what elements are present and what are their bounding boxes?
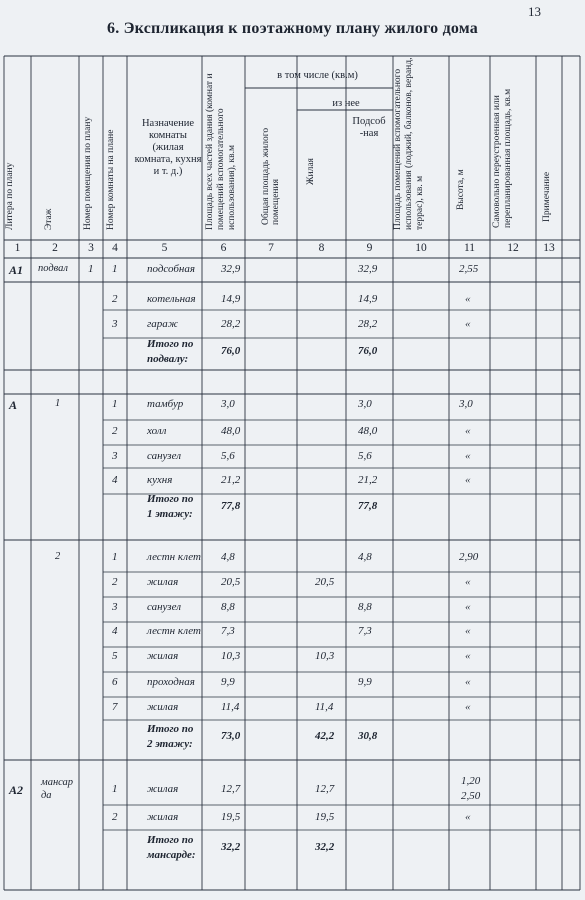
column-number: 12 [507,242,519,254]
page-number: 13 [528,4,541,19]
cell-height: « [465,676,471,688]
cell-height: « [465,576,471,588]
cell-living-area: 20,5 [315,576,335,588]
cell-area: 3,0 [221,398,235,410]
cell-room-number: 4 [112,474,118,486]
column-number: 7 [268,242,274,254]
cell-room-purpose: холл [147,425,167,437]
cell-room-purpose: котельная [147,293,196,305]
cell-subtotal-label: подвалу: [147,353,189,365]
cell-subtotal-label: Итого по [147,723,194,735]
cell-subtotal-label: Итого по [147,338,194,350]
cell-subtotal-label: Итого по [147,493,194,505]
column-number: 10 [415,242,427,254]
cell-room-number: 3 [112,318,118,330]
cell-living-area: 11,4 [315,701,334,713]
cell-height: 2,50 [461,790,481,802]
cell-room-purpose: тамбур [147,398,184,410]
cell-auxiliary-area: 28,2 [358,318,378,330]
cell-room-purpose: жилая [147,576,179,588]
cell-room-number: 2 [112,425,118,437]
column-number: 9 [366,242,373,254]
header-room-number: Номер комнаты на плане [106,129,116,230]
cell-area: 73,0 [221,730,241,742]
cell-height: « [465,811,471,823]
cell-height: « [465,425,471,437]
cell-room-purpose: жилая [147,701,179,713]
cell-height: « [465,450,471,462]
cell-auxiliary-area: 14,9 [358,293,378,305]
cell-floor: подвал [38,263,68,274]
cell-living-area: 19,5 [315,811,335,823]
cell-area: 9,9 [221,676,235,688]
cell-auxiliary-area: 4,8 [358,551,372,563]
cell-auxiliary-area: 7,3 [358,625,372,637]
cell-subtotal-label: мансарде: [147,849,196,861]
cell-area: 21,2 [221,474,241,486]
cell-room-number: 2 [112,811,118,823]
column-number: 13 [543,242,555,254]
cell-area: 77,8 [221,500,241,512]
header-note: Примечание [542,171,552,222]
page-title: 6. Экспликация к поэтажному плану жилого дома [107,20,478,37]
header-unauthorized-area: Самовольно переустроенная или перепланированная площадь, кв.м [492,88,513,228]
cell-auxiliary-area: 9,9 [358,676,372,688]
header-premises-number: Номер помещения по плану [83,116,93,230]
header-auxiliary: Подсоб -ная [352,116,386,140]
cell-height: « [465,474,471,486]
cell-room-number: 4 [112,625,118,637]
cell-area: 14,9 [221,293,241,305]
cell-auxiliary-area: 48,0 [358,425,378,437]
column-number: 2 [52,242,58,254]
cell-auxiliary-area: 32,9 [358,263,378,275]
cell-room-purpose: санузел [147,601,181,613]
cell-room-number: 2 [112,293,118,305]
cell-living-area: 32,2 [315,841,335,853]
cell-room-number: 1 [112,263,118,275]
cell-area: 12,7 [221,783,241,795]
cell-area: 10,3 [221,650,241,662]
column-number: 1 [14,242,21,254]
column-number: 3 [88,242,94,254]
header-group-total: в том числе (кв.м) [277,70,358,81]
cell-room-purpose: лестн клет [147,551,201,563]
cell-height: 2,55 [459,263,479,275]
cell-room-purpose: жилая [147,811,179,823]
cell-floor: 1 [55,398,61,409]
cell-area: 28,2 [221,318,241,330]
cell-litera: А1 [9,263,24,277]
cell-room-purpose: санузел [147,450,181,462]
cell-auxiliary-area: 77,8 [358,500,378,512]
cell-room-purpose: жилая [147,650,179,662]
header-total-area: Площадь всех частей здания (комнат и помещений вспомогательного использования), кв.м [205,73,237,230]
cell-area: 19,5 [221,811,241,823]
cell-area: 48,0 [221,425,241,437]
cell-room-number: 1 [112,783,118,795]
cell-room-number: 5 [112,650,118,662]
cell-height: 1,20 [461,775,481,787]
cell-auxiliary-area: 21,2 [358,474,378,486]
cell-living-area: 10,3 [315,650,335,662]
cell-auxiliary-area: 76,0 [358,345,378,357]
cell-room-number: 6 [112,676,118,688]
cell-area: 76,0 [221,345,241,357]
header-floor: Этаж [44,208,54,230]
cell-subtotal-label: 2 этажу: [147,738,193,750]
cell-room-purpose: гараж [147,318,179,330]
cell-living-area: 12,7 [315,783,335,795]
cell-room-number: 3 [112,450,118,462]
cell-area: 32,9 [221,263,241,275]
cell-height: 3,0 [459,398,473,410]
cell-auxiliary-area: 3,0 [358,398,372,410]
cell-litera: А2 [9,783,24,797]
cell-room-number: 2 [112,576,118,588]
cell-living-area: 42,2 [315,730,335,742]
column-number: 8 [318,242,325,254]
header-living: Жилая [306,158,316,185]
cell-subtotal-label: 1 этажу: [147,508,193,520]
cell-height: « [465,650,471,662]
header-group-of: из нее [332,98,360,109]
cell-height: « [465,601,471,613]
cell-auxiliary-area: 5,6 [358,450,372,462]
header-purpose: Назначение комнаты (жилая комната, кухня и т. д.) [134,118,202,178]
cell-room-number: 1 [112,398,118,410]
cell-room-purpose: лестн клет [147,625,201,637]
cell-room-purpose: проходная [147,676,195,688]
cell-room-purpose: кухня [147,474,173,486]
cell-room-number: 3 [112,601,118,613]
cell-floor: да [41,790,52,801]
header-litera: Литера по плану [5,162,15,230]
column-number: 4 [112,242,118,254]
cell-area: 32,2 [221,841,241,853]
cell-area: 8,8 [221,601,235,613]
cell-floor: мансар [41,777,74,788]
cell-height: « [465,318,471,330]
header-height: Высота, м [456,169,466,210]
column-number: 5 [161,242,168,254]
cell-auxiliary-area: 30,8 [358,730,378,742]
cell-room-number: 7 [112,701,118,713]
cell-area: 20,5 [221,576,241,588]
cell-litera: А [9,398,18,412]
cell-auxiliary-area: 8,8 [358,601,372,613]
cell-subtotal-label: Итого по [147,834,194,846]
cell-area: 4,8 [221,551,235,563]
header-aux-premises: Площадь помещений вспомогательного использования (лоджий, балконов, веранд, террас), кв. м [393,57,425,230]
cell-area: 11,4 [221,701,240,713]
cell-room-purpose: подсобная [147,263,195,275]
cell-height: « [465,625,471,637]
column-number: 6 [220,242,227,254]
header-general-area: Общая площадь жилого помещения [261,127,281,225]
cell-area: 7,3 [221,625,235,637]
cell-height: « [465,701,471,713]
cell-premises-number: 1 [88,263,94,275]
cell-floor: 2 [55,551,61,562]
cell-room-number: 1 [112,551,118,563]
cell-height: 2,90 [459,551,479,563]
cell-area: 5,6 [221,450,235,462]
cell-height: « [465,293,471,305]
column-number: 11 [463,242,476,254]
cell-room-purpose: жилая [147,783,179,795]
